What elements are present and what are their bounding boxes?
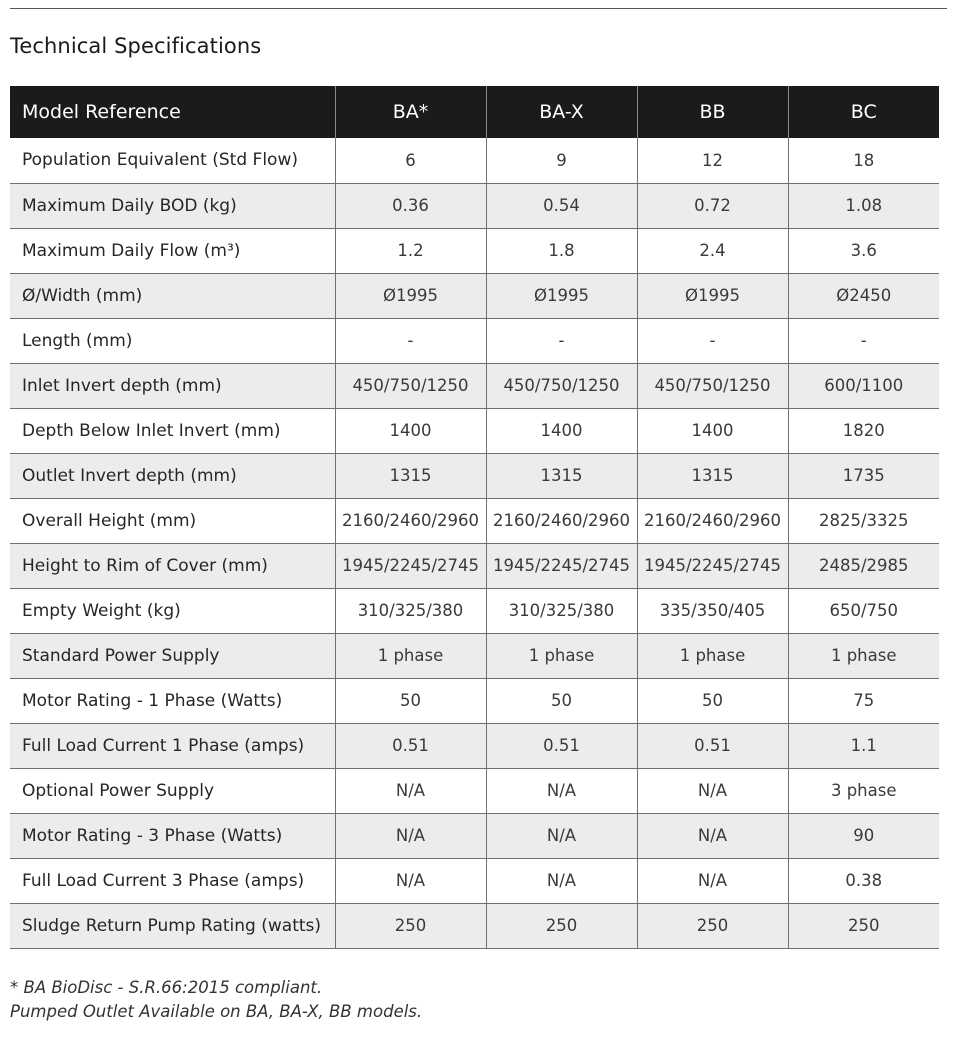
cell-value: 1.2: [335, 228, 486, 273]
cell-value: 0.36: [335, 183, 486, 228]
table-row: [10, 273, 939, 318]
header-model-ba: BA*: [335, 86, 486, 138]
cell-value: 1.08: [788, 183, 939, 228]
cell-value: 250: [486, 903, 637, 948]
cell-value: 1315: [637, 453, 788, 498]
cell-value: 50: [335, 678, 486, 723]
cell-value: 250: [637, 903, 788, 948]
cell-value: 250: [335, 903, 486, 948]
table-row: [10, 543, 939, 588]
cell-value: 0.51: [637, 723, 788, 768]
row-label: Standard Power Supply: [10, 633, 335, 678]
cell-value: 1945/2245/2745: [335, 543, 486, 588]
row-label: Full Load Current 1 Phase (amps): [10, 723, 335, 768]
cell-value: 1945/2245/2745: [637, 543, 788, 588]
page-title: Technical Specifications: [10, 34, 262, 58]
row-label: Empty Weight (kg): [10, 588, 335, 633]
table-row: [10, 138, 939, 183]
cell-value: N/A: [335, 813, 486, 858]
header-model-ba-x: BA-X: [486, 86, 637, 138]
row-label: Outlet Invert depth (mm): [10, 453, 335, 498]
cell-value: N/A: [335, 768, 486, 813]
row-label: Maximum Daily BOD (kg): [10, 183, 335, 228]
table-row: [10, 813, 939, 858]
header-model-bc: BC: [788, 86, 939, 138]
row-label: Length (mm): [10, 318, 335, 363]
cell-value: 450/750/1250: [486, 363, 637, 408]
cell-value: 2160/2460/2960: [335, 498, 486, 543]
cell-value: 12: [637, 138, 788, 183]
cell-value: 9: [486, 138, 637, 183]
table-row: [10, 318, 939, 363]
row-label: Motor Rating - 3 Phase (Watts): [10, 813, 335, 858]
row-label: Depth Below Inlet Invert (mm): [10, 408, 335, 453]
cell-value: 1400: [335, 408, 486, 453]
cell-value: 1.1: [788, 723, 939, 768]
cell-value: 1400: [486, 408, 637, 453]
header-model-bb: BB: [637, 86, 788, 138]
table-row: [10, 858, 939, 903]
cell-value: 450/750/1250: [335, 363, 486, 408]
table-row: [10, 363, 939, 408]
cell-value: N/A: [335, 858, 486, 903]
cell-value: 1820: [788, 408, 939, 453]
row-label: Overall Height (mm): [10, 498, 335, 543]
top-divider: [10, 8, 947, 9]
row-label: Ø/Width (mm): [10, 273, 335, 318]
cell-value: 6: [335, 138, 486, 183]
cell-value: N/A: [486, 768, 637, 813]
row-label: Inlet Invert depth (mm): [10, 363, 335, 408]
footnotes: [10, 976, 422, 1024]
table-row: [10, 183, 939, 228]
cell-value: 0.54: [486, 183, 637, 228]
table-row: [10, 678, 939, 723]
cell-value: N/A: [637, 768, 788, 813]
cell-value: 1315: [335, 453, 486, 498]
cell-value: 0.72: [637, 183, 788, 228]
table-header-row: [10, 86, 939, 138]
cell-value: 1400: [637, 408, 788, 453]
cell-value: 2160/2460/2960: [637, 498, 788, 543]
cell-value: 50: [637, 678, 788, 723]
cell-value: 1.8: [486, 228, 637, 273]
cell-value: -: [486, 318, 637, 363]
cell-value: Ø2450: [788, 273, 939, 318]
cell-value: 1 phase: [637, 633, 788, 678]
header-model-reference: Model Reference: [10, 86, 335, 138]
row-label: Height to Rim of Cover (mm): [10, 543, 335, 588]
cell-value: 1315: [486, 453, 637, 498]
cell-value: 450/750/1250: [637, 363, 788, 408]
cell-value: 0.38: [788, 858, 939, 903]
cell-value: Ø1995: [486, 273, 637, 318]
table-row: [10, 903, 939, 948]
cell-value: N/A: [486, 813, 637, 858]
cell-value: 250: [788, 903, 939, 948]
table-row: [10, 228, 939, 273]
cell-value: -: [335, 318, 486, 363]
cell-value: N/A: [486, 858, 637, 903]
cell-value: 650/750: [788, 588, 939, 633]
footnote-pumped-outlet: Pumped Outlet Available on BA, BA-X, BB models.: [10, 1002, 423, 1021]
cell-value: Ø1995: [637, 273, 788, 318]
cell-value: 310/325/380: [335, 588, 486, 633]
cell-value: 0.51: [335, 723, 486, 768]
cell-value: -: [637, 318, 788, 363]
cell-value: 1945/2245/2745: [486, 543, 637, 588]
row-label: Sludge Return Pump Rating (watts): [10, 903, 335, 948]
cell-value: 50: [486, 678, 637, 723]
row-label: Motor Rating - 1 Phase (Watts): [10, 678, 335, 723]
cell-value: 1735: [788, 453, 939, 498]
cell-value: N/A: [637, 858, 788, 903]
cell-value: 1 phase: [486, 633, 637, 678]
table-row: [10, 633, 939, 678]
table-row: [10, 588, 939, 633]
table-row: [10, 408, 939, 453]
row-label: Optional Power Supply: [10, 768, 335, 813]
cell-value: 75: [788, 678, 939, 723]
cell-value: 2160/2460/2960: [486, 498, 637, 543]
cell-value: 3.6: [788, 228, 939, 273]
cell-value: 335/350/405: [637, 588, 788, 633]
table-row: [10, 723, 939, 768]
footnote-ba-biodisc: * BA BioDisc - S.R.66:2015 compliant.: [10, 978, 323, 997]
row-label: Population Equivalent (Std Flow): [10, 138, 335, 183]
cell-value: Ø1995: [335, 273, 486, 318]
cell-value: 18: [788, 138, 939, 183]
table-row: [10, 498, 939, 543]
table-row: [10, 453, 939, 498]
cell-value: 90: [788, 813, 939, 858]
row-label: Maximum Daily Flow (m³): [10, 228, 335, 273]
cell-value: 310/325/380: [486, 588, 637, 633]
specifications-table: [10, 86, 939, 949]
cell-value: 0.51: [486, 723, 637, 768]
row-label: Full Load Current 3 Phase (amps): [10, 858, 335, 903]
cell-value: 1 phase: [335, 633, 486, 678]
cell-value: 2.4: [637, 228, 788, 273]
cell-value: 600/1100: [788, 363, 939, 408]
cell-value: 3 phase: [788, 768, 939, 813]
cell-value: -: [788, 318, 939, 363]
table-body: [10, 138, 939, 948]
cell-value: 1 phase: [788, 633, 939, 678]
cell-value: N/A: [637, 813, 788, 858]
table-row: [10, 768, 939, 813]
cell-value: 2485/2985: [788, 543, 939, 588]
cell-value: 2825/3325: [788, 498, 939, 543]
